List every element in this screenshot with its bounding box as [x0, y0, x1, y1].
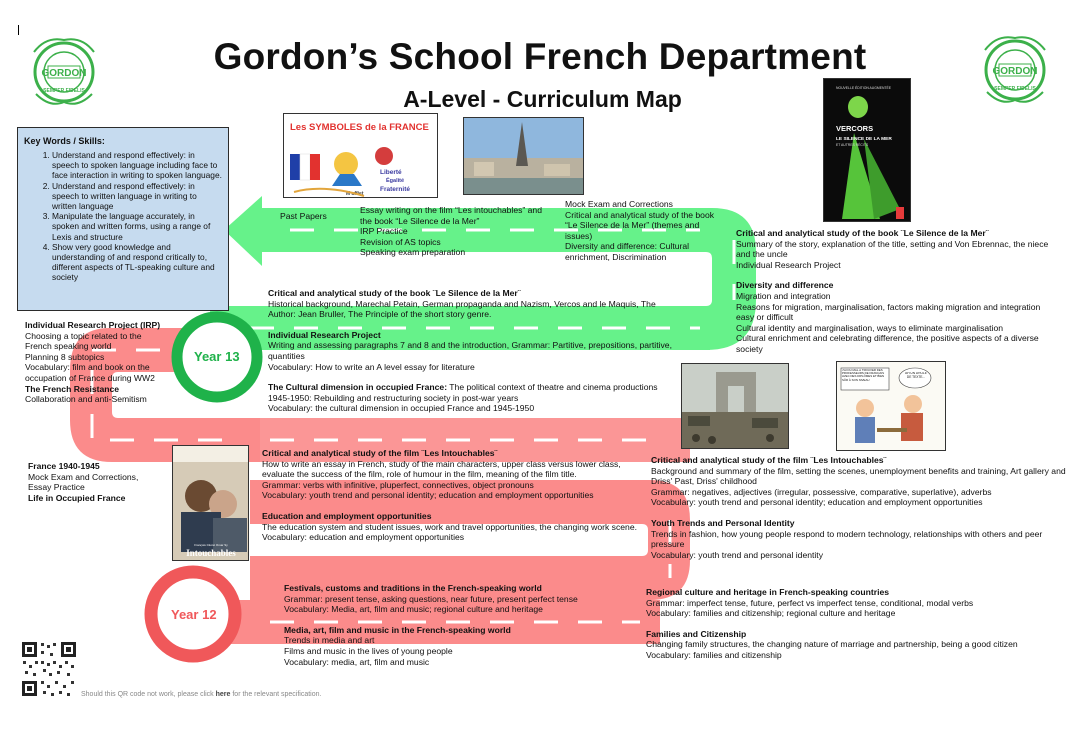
section-heading: Education and employment opportunities — [262, 510, 432, 521]
section-line: Grammar: negatives, adjectives (irregular, possessive, comparative, superlative), adverbs — [651, 486, 992, 497]
section-line: Vocabulary: How to write an A level essay for literature — [268, 361, 475, 372]
year12-label: Year 12 — [171, 607, 217, 622]
school-logo-right — [977, 30, 1053, 108]
qr-code-icon — [21, 641, 77, 697]
film-poster-image — [172, 445, 249, 561]
section-heading: Diversity and difference — [736, 280, 834, 291]
france-1940-block — [28, 461, 158, 503]
section-line: Cultural identity and marginalisation, ways to eliminate marginalisation — [736, 322, 1004, 333]
section-line: Cultural enrichment and celebrating difference, the positive aspects of a diverse society — [736, 333, 1039, 354]
page-title: Gordon’s School French Department — [213, 36, 867, 77]
year13-center-block — [268, 288, 678, 414]
section-heading: France 1940-1945 — [28, 461, 100, 471]
section-heading: Youth Trends and Personal Identity — [651, 517, 795, 528]
symbols-motto-2: Égalité — [386, 178, 405, 184]
key-words-box — [17, 127, 229, 311]
list-item: 3. Manipulate the language accurately, in spoken and written forms, using a range of Lexis and structure — [52, 211, 222, 242]
section-heading: Critical and analytical study of the book ¨Le Silence de la Mer¨ — [736, 228, 989, 238]
book-edition: NOUVELLE ÉDITION AUGMENTÉE — [836, 86, 892, 90]
section-line: Writing and assessing paragraphs 7 and 8 and the introduction, Grammar: Partitive, prepositions, partitive, quantities — [268, 340, 672, 361]
essay-line: Revision of AS topics — [360, 236, 441, 247]
cartoon-right-text: AH UN DRÔLE DE TEXTE... — [905, 372, 927, 379]
section-line: Mock Exam and Corrections, — [28, 471, 139, 482]
section-heading: Individual Research Project (IRP) — [25, 320, 161, 330]
section-heading: The Cultural dimension in occupied France: — [268, 382, 448, 393]
arc-de-triomphe-photo — [681, 363, 789, 449]
mock-line: Mock Exam and Corrections — [565, 199, 673, 209]
section-line: Films and music in the lives of young people — [284, 645, 453, 656]
school-logo-left — [26, 32, 102, 110]
cartoon-image — [836, 361, 946, 451]
book-title: LE SILENCE DE LA MER — [836, 137, 892, 142]
qr-note-text-end: for the relevant specification. — [230, 691, 322, 698]
section-line: Vocabulary: families and citizenship; regional culture and heritage — [646, 608, 896, 619]
section-heading: Individual Research Project — [268, 329, 381, 340]
essay-line: Speaking exam preparation — [360, 247, 466, 258]
logo-name: GORDON — [41, 68, 87, 79]
section-line: Vocabulary: film and book on the occupation of France during WW2 — [25, 362, 155, 383]
essay-block — [360, 205, 550, 258]
cartoon-left-text: J'AI DU MAL À TROUVER DES PROFESSEURS DE FRANÇAIS AVEC DES DIPLÔMES ET BIEN SÛR À SON NIVEAU — [842, 369, 885, 382]
section-heading: Critical and analytical study of the film ¨Les Intouchables¨ — [651, 455, 887, 465]
logo-motto: SEMPER FIDELIS — [43, 88, 85, 94]
key-words-list — [24, 150, 222, 283]
film-actors: François Cluzet Omar Sy — [194, 543, 228, 547]
section-line: Collaboration and anti-Semitism — [25, 394, 147, 405]
section-line: Trends in fashion, how young people respond to modern technology, relationships with others and peer pressure — [651, 528, 1043, 550]
section-line: Choosing a topic related to the French speaking world — [25, 330, 142, 352]
essay-line: IRP Practice — [360, 226, 408, 237]
road-arrow-head — [224, 196, 262, 266]
film-title: Intouchables — [186, 548, 236, 558]
section-heading: Families and Citizenship — [646, 628, 747, 639]
essay-line: Essay writing on the film “Les intouchables” and the book “Le Silence de la Mer” — [360, 205, 542, 226]
section-line: Vocabulary: youth trend and personal identity; education and employment opportunities — [651, 497, 983, 508]
intouchables-center-block — [262, 448, 640, 543]
year13-label: Year 13 — [194, 349, 240, 364]
text-cursor — [18, 25, 19, 35]
section-line: Vocabulary: youth trend and personal identity — [651, 549, 823, 560]
symbols-of-france-image — [283, 113, 438, 198]
mock-line: Critical and analytical study of the book “Le Silence de la Mer” (themes and issues) — [565, 209, 715, 241]
section-line: Reasons for migration, marginalisation, factors making migration and integration easy or difficult — [736, 301, 1041, 323]
book-author: VERCORS — [836, 124, 874, 133]
qr-note-text: Should this QR code not work, please click — [81, 691, 216, 698]
crest-icon — [977, 30, 1053, 108]
section-line: Grammar: verbs with infinitive, pluperfect, connectives, object pronouns — [262, 479, 534, 490]
section-line: Essay Practice — [28, 482, 85, 493]
section-line: Grammar: present tense, asking questions, near future, present perfect tense — [284, 593, 578, 604]
section-line: Individual Research Project — [736, 259, 841, 270]
section-heading: Life in Occupied France — [28, 492, 126, 503]
section-line: 1945-1950: Rebuilding and restructuring society in post-war years — [268, 392, 519, 403]
section-line: Vocabulary: families and citizenship — [646, 649, 782, 660]
list-item: 2. Understand and respond effectively: in speech to written language in writing to written language — [52, 181, 222, 212]
section-line: Vocabulary: Media, art, film and music; regional culture and heritage — [284, 604, 543, 615]
section-heading: The French Resistance — [25, 383, 120, 394]
mock-line: Diversity and difference: Cultural enrichment, Discrimination — [565, 241, 690, 262]
section-heading: Critical and analytical study of the film ¨Les Intouchables¨ — [262, 448, 498, 458]
book-cover-image — [823, 78, 911, 222]
regional-culture-block — [646, 587, 1056, 661]
irp-left-block — [25, 320, 170, 405]
section-line: Summary of the story, explanation of the title, setting and Von Ebrennac, the niece and the uncle — [736, 238, 1049, 260]
section-line: The education system and student issues, work and travel opportunities, the changing work scene. — [262, 521, 637, 532]
section-line: Migration and integration — [736, 290, 831, 301]
section-line: Vocabulary: media, art, film and music — [284, 656, 430, 667]
book-subtitle: ET AUTRES RÉCITS — [836, 143, 869, 147]
section-line: Trends in media and art — [284, 635, 375, 646]
section-line: Changing family structures, the changing nature of marriage and partnership, being a good citizen — [646, 639, 1018, 650]
silence-de-la-mer-right-block — [736, 228, 1056, 355]
section-heading: Critical and analytical study of the book ¨Le Silence de la Mer¨ — [268, 288, 521, 298]
list-item: 4. Show very good knowledge and understanding of and respond critically to, different aspects of TL-speaking culture and society — [52, 242, 222, 283]
past-papers-label: Past Papers — [280, 211, 327, 221]
section-heading: Regional culture and heritage in French-speaking countries — [646, 587, 890, 597]
qr-specification-link[interactable]: here — [215, 691, 231, 698]
section-line: Vocabulary: youth trend and personal identity; education and employment opportunities — [262, 490, 594, 501]
qr-note — [81, 691, 321, 698]
section-heading-rest: The political context of theatre and cinema productions — [447, 382, 658, 393]
section-line: Grammar: imperfect tense, future, perfect vs imperfect tense, conditional, modal verbs — [646, 597, 974, 608]
key-words-heading: Key Words / Skills: — [24, 136, 105, 146]
symbols-motto-3: Fraternité — [380, 186, 410, 193]
section-line: Planning 8 subtopics — [25, 351, 105, 362]
symbols-motto-1: Liberté — [380, 169, 402, 176]
symbols-small: M affiet — [346, 191, 364, 197]
section-line: How to write an essay in French, study of the main characters, upper class versus lower class, evaluate the success of the film, role of humour in the film, meaning of the film title. — [262, 458, 621, 480]
section-line: Vocabulary: education and employment opportunities — [262, 532, 465, 543]
logo-motto: SEMPER FIDELIS — [994, 86, 1036, 92]
section-heading: Festivals, customs and traditions in the French-speaking world — [284, 583, 542, 593]
qr-code[interactable] — [21, 641, 77, 697]
section-line: Historical background, Marechal Petain, German propaganda and Nazism, Vercos and le Maquis, The Author: Jean Bruller, The Principle of the short story genre. — [268, 298, 656, 320]
paris-photo — [463, 117, 584, 195]
crest-icon — [26, 32, 102, 110]
section-line: Vocabulary: the cultural dimension in occupied France and 1945-1950 — [268, 403, 535, 414]
festivals-block — [284, 583, 644, 667]
page-subtitle: A-Level - Curriculum Map — [403, 86, 682, 112]
section-heading: Media, art, film and music in the French-speaking world — [284, 624, 511, 635]
list-item: 1. Understand and respond effectively: in speech to spoken language including face to face interaction in writing to spoken language. — [52, 150, 222, 181]
section-line: Background and summary of the film, setting the scenes, unemployment benefits and training, Art gallery and Driss' Past, Driss' childhood — [651, 465, 1066, 487]
symbols-title: Les SYMBOLES de la FRANCE — [290, 122, 429, 133]
intouchables-right-block — [651, 455, 1066, 560]
logo-name: GORDON — [992, 66, 1038, 77]
mock-exam-block — [565, 199, 717, 263]
